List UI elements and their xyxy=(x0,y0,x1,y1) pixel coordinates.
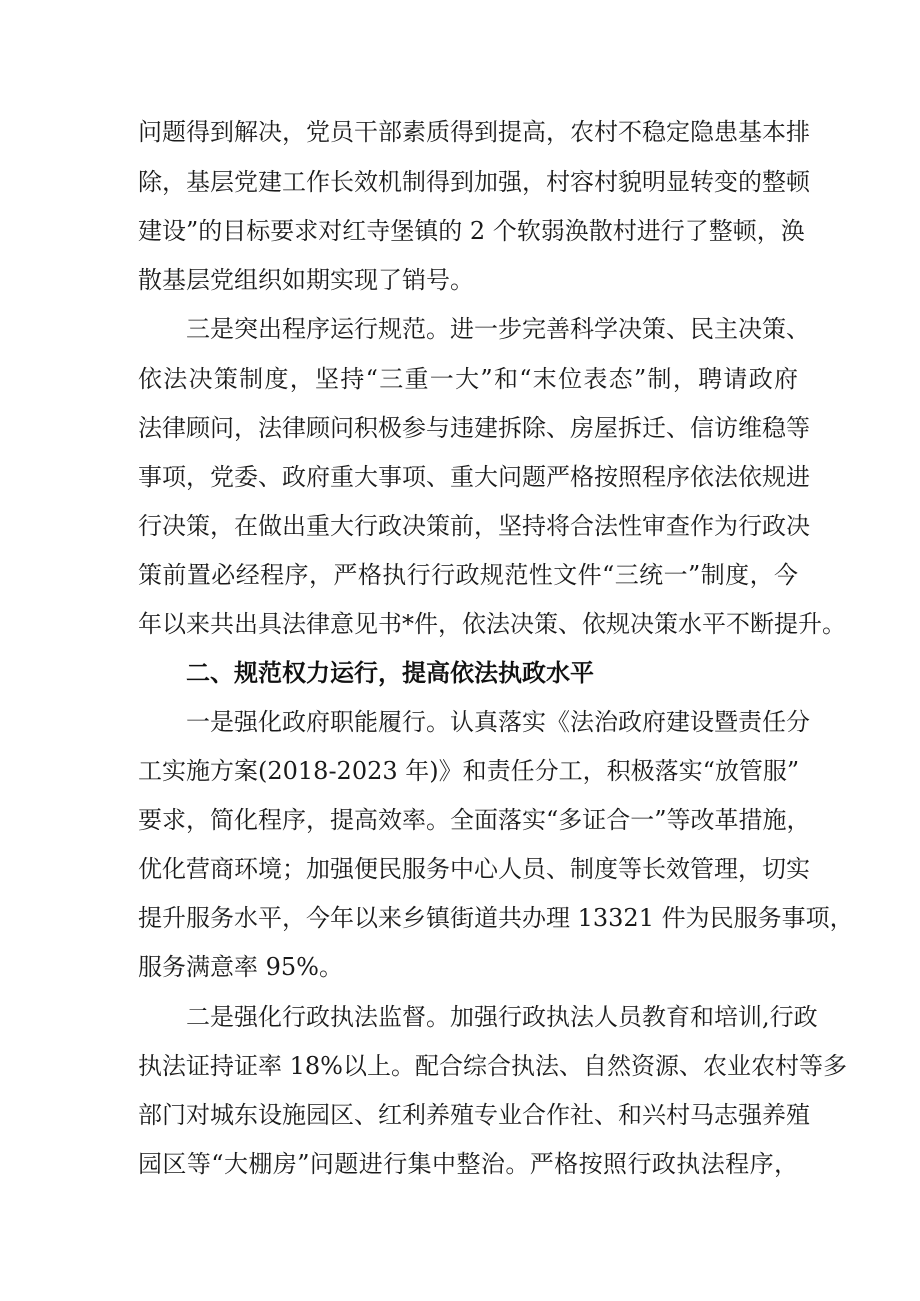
text-line: 建设”的目标要求对红寺堡镇的 2 个软弱涣散村进行了整顿，涣 xyxy=(138,217,805,245)
text-line: 一是强化政府职能履行。认真落实《法治政府建设暨责任分 xyxy=(186,708,810,736)
text-line: 散基层党组织如期实现了销号。 xyxy=(138,266,474,294)
text-line: 事项，党委、政府重大事项、重大问题严格按照程序依法依规进 xyxy=(138,463,810,491)
text-line: 问题得到解决，党员干部素质得到提高，农村不稳定隐患基本排 xyxy=(138,118,810,146)
text-line: 工实施方案(2018-2023 年)》和责任分工，积极落实“放管服” xyxy=(138,757,800,785)
text-line: 园区等“大棚房”问题进行集中整治。严格按照行政执法程序， xyxy=(138,1150,798,1178)
text-line: 依法决策制度，坚持“三重一大”和“末位表态”制，聘请政府 xyxy=(138,365,798,393)
text-line: 部门对城东设施园区、红利养殖专业合作社、和兴村马志强养殖 xyxy=(138,1101,810,1129)
text-line: 服务满意率 95%。 xyxy=(138,953,343,981)
text-line: 年以来共出具法律意见书*件，依法决策、依规决策水平不断提升。 xyxy=(138,610,846,638)
text-line: 要求，简化程序，提高效率。全面落实“多证合一”等改革措施， xyxy=(138,806,811,834)
text-line: 除，基层党建工作长效机制得到加强，村容村貌明显转变的整顿 xyxy=(138,168,810,196)
text-line: 优化营商环境；加强便民服务中心人员、制度等长效管理，切实 xyxy=(138,855,810,883)
text-line: 二是强化行政执法监督。加强行政执法人员教育和培训,行政 xyxy=(186,1003,818,1031)
text-line: 法律顾问，法律顾问积极参与违建拆除、房屋拆迁、信访维稳等 xyxy=(138,414,810,442)
text-line: 策前置必经程序，严格执行行政规范性文件“三统一”制度，今 xyxy=(138,561,798,589)
text-line: 三是突出程序运行规范。进一步完善科学决策、民主决策、 xyxy=(186,315,810,343)
text-line: 执法证持证率 18%以上。配合综合执法、自然资源、农业农村等多 xyxy=(138,1052,847,1080)
text-line: 行决策，在做出重大行政决策前，坚持将合法性审查作为行政决 xyxy=(138,512,810,540)
section-heading: 二、规范权力运行，提高依法执政水平 xyxy=(186,659,594,687)
text-line: 提升服务水平，今年以来乡镇街道共办理 13321 件为民服务事项， xyxy=(138,904,854,932)
